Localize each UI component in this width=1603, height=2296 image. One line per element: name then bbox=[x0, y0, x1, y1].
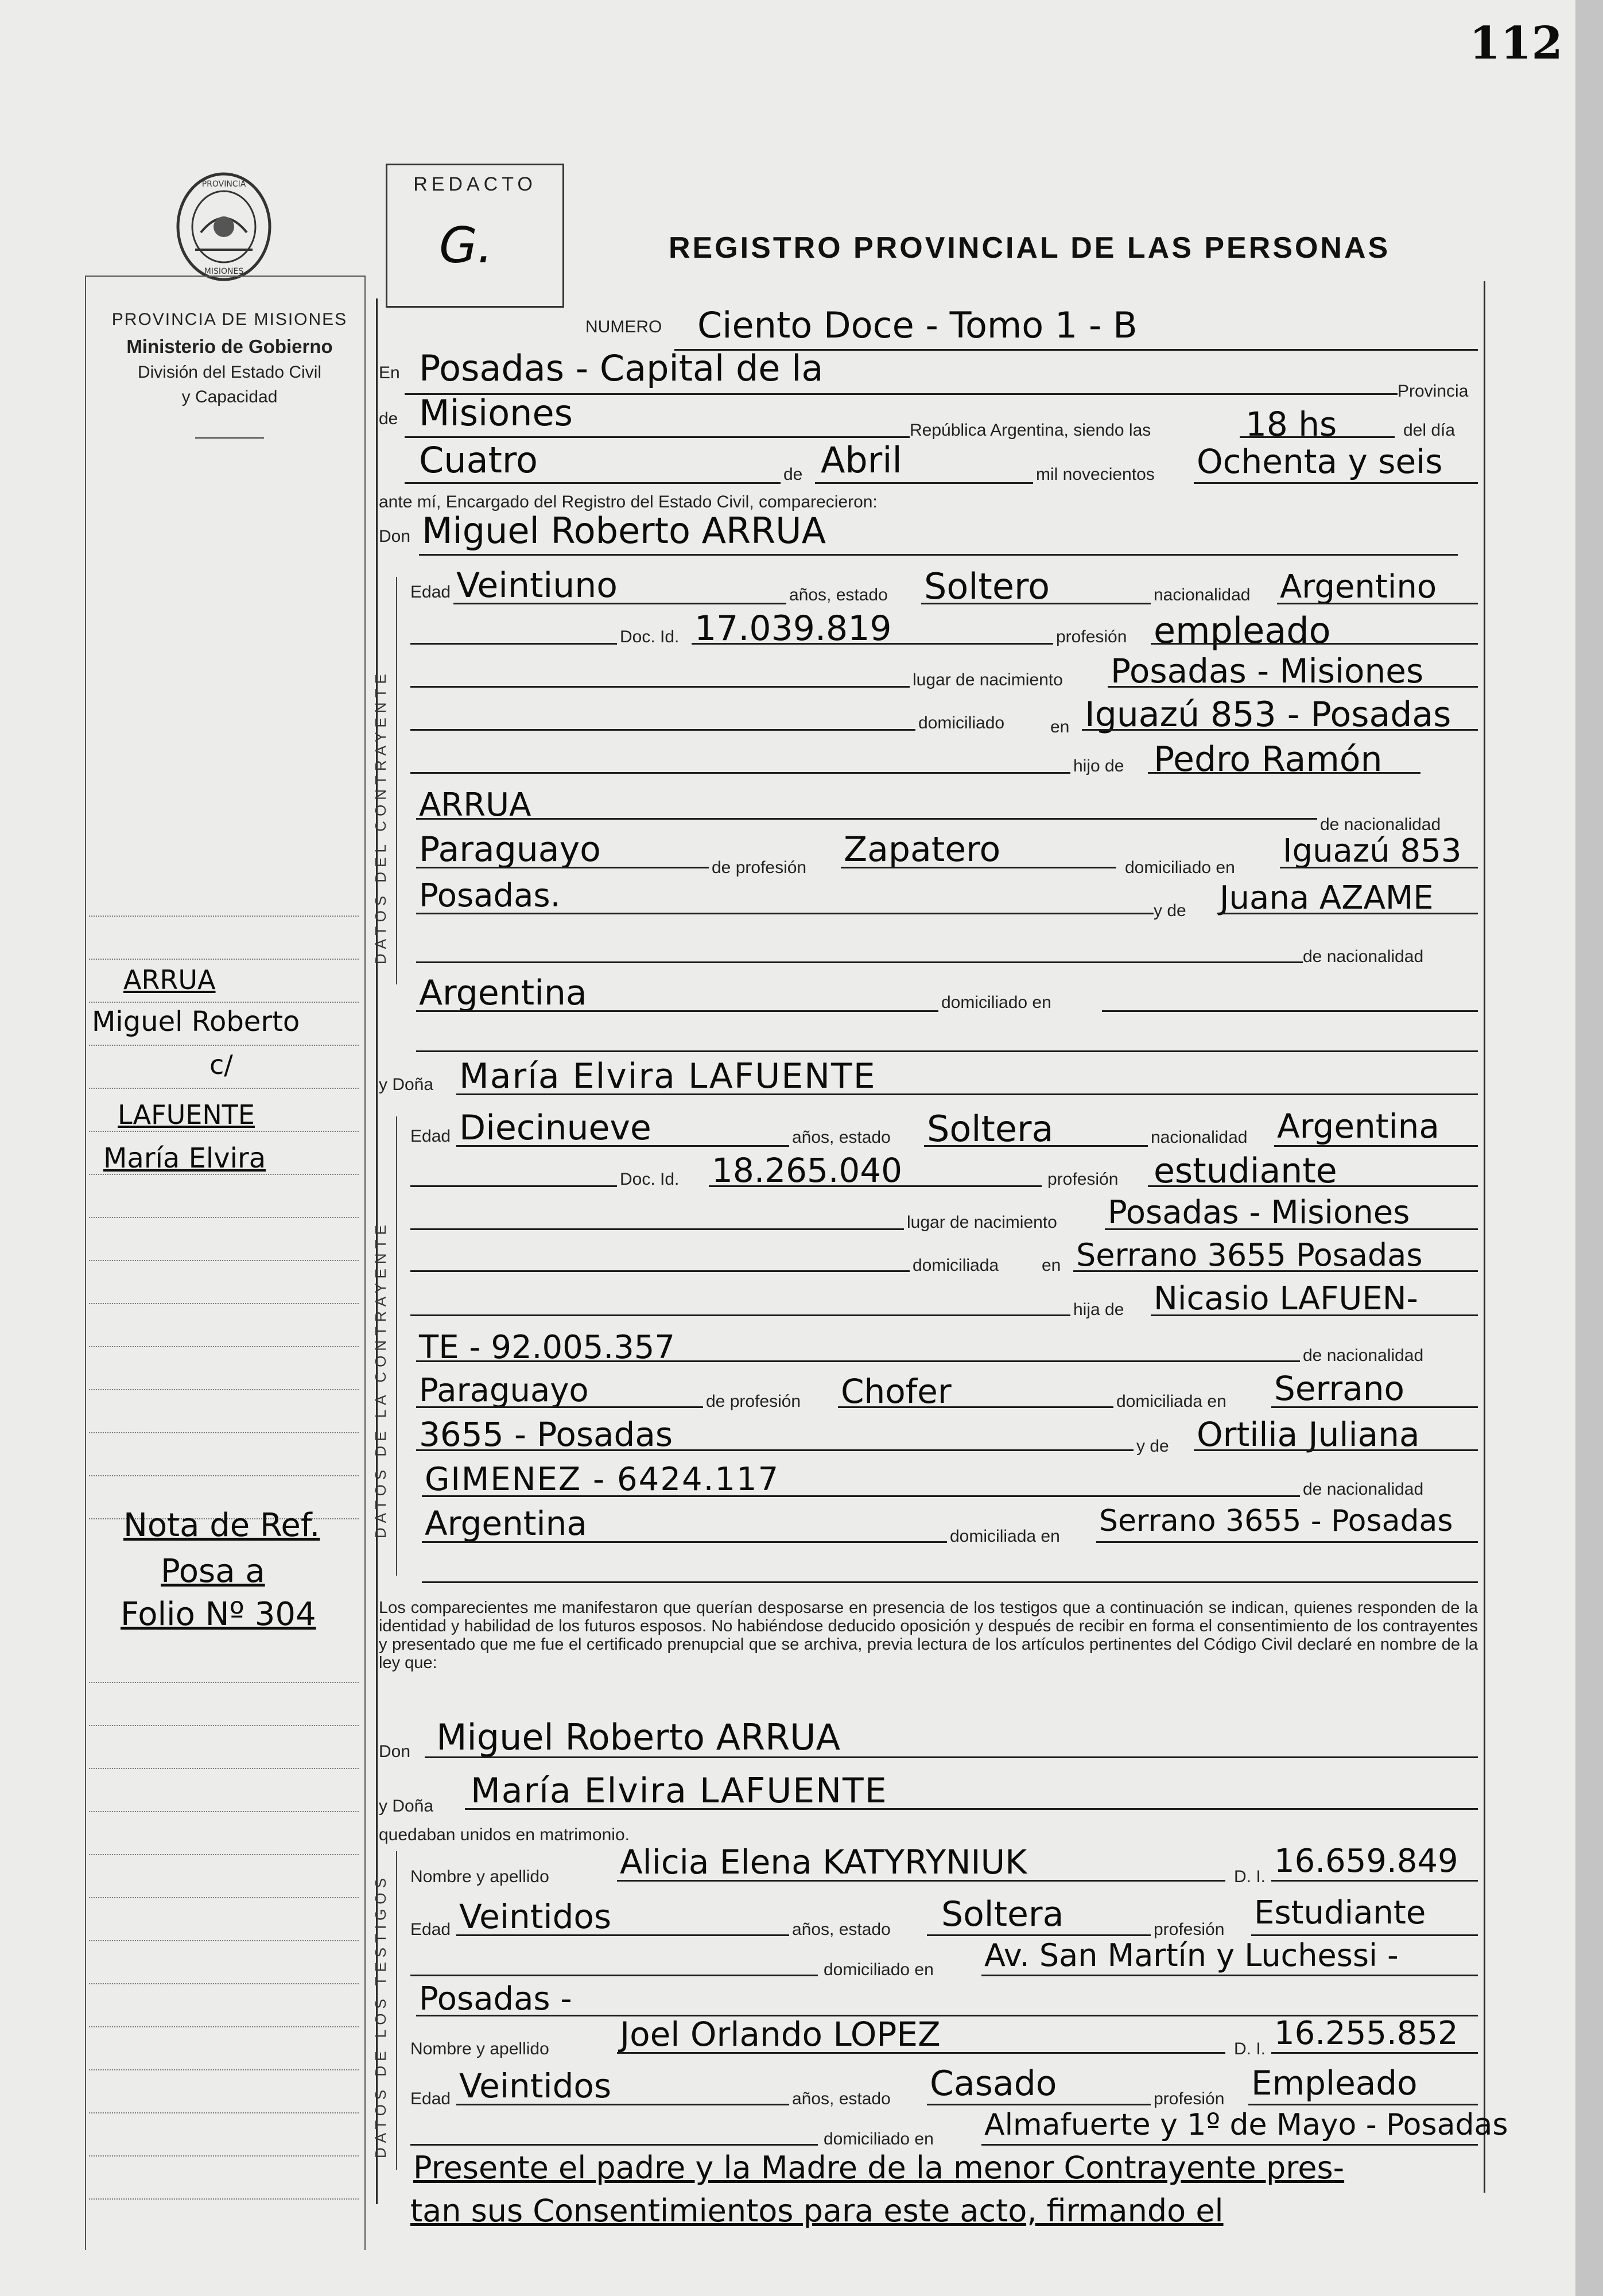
bride-lugar-label: lugar de nacimiento bbox=[907, 1213, 1057, 1232]
w1-domicilio-2: Posadas - bbox=[419, 1980, 572, 2018]
groom-doc-label: Doc. Id. bbox=[620, 627, 680, 646]
decl-bride-name: María Elvira LAFUENTE bbox=[471, 1771, 888, 1811]
bride-estado: Soltera bbox=[927, 1108, 1054, 1150]
groom-lugar-lead-line bbox=[410, 686, 910, 688]
bride-father-nac-line bbox=[416, 1406, 703, 1408]
bride-father-line-2 bbox=[416, 1360, 1300, 1362]
groom-father-dom-2: Posadas. bbox=[419, 877, 561, 914]
groom-father-prof: Zapatero bbox=[844, 829, 1001, 870]
w1-prof-label: profesión bbox=[1154, 1920, 1225, 1939]
margin-bride-surname: LAFUENTE bbox=[118, 1099, 255, 1130]
page-edge bbox=[1575, 0, 1603, 2296]
bride-dona-label: y Doña bbox=[379, 1075, 434, 1094]
w1-anos-label: años, estado bbox=[792, 1920, 891, 1939]
bride-mother-name-1: Ortilia Juliana bbox=[1197, 1415, 1420, 1454]
groom-side-label: DATOS DEL CONTRAYENTE bbox=[372, 669, 389, 964]
groom-name: Miguel Roberto ARRUA bbox=[422, 510, 826, 552]
w2-name: Joel Orlando LOPEZ bbox=[620, 2015, 941, 2054]
groom-dom-lead-line bbox=[410, 729, 915, 731]
declaration-paragraph: Los comparecientes me manifestaron que querían desposarse en presencia de los testigos que a continuación se indican, quienes responden de la identidad y habilidad de los futuros esposos. No habiéndose deducido oposición y después de recibir en forma el consentimiento de los contrayentes y presentado que me fue el certificado prenupcial que se archiva, previa lectura de los artículos pertinentes del Código Civil declaré en nombre de la ley que: bbox=[379, 1599, 1478, 1672]
margin-bride-name: María Elvira bbox=[103, 1142, 266, 1174]
groom-dom-line bbox=[1082, 729, 1478, 731]
groom-hijo-label: hijo de bbox=[1073, 757, 1124, 775]
header-divider bbox=[195, 437, 264, 439]
bride-lugar-lead-line bbox=[410, 1228, 904, 1230]
groom-father-line-2 bbox=[416, 818, 1317, 820]
w2-domicilio-1: Almafuerte y 1º de Mayo - Posadas bbox=[984, 2108, 1508, 2142]
bride-estado-line bbox=[924, 1145, 1148, 1147]
groom-mother-nac-lead bbox=[416, 961, 1303, 963]
w1-nombre-label: Nombre y apellido bbox=[410, 1867, 549, 1886]
bride-mother-nac-line bbox=[422, 1541, 947, 1543]
bride-doc-lead-line bbox=[410, 1185, 617, 1187]
bride-father-prof: Chofer bbox=[841, 1372, 952, 1411]
bride-father-line-1 bbox=[1151, 1314, 1478, 1316]
ministry-name: Ministerio de Gobierno bbox=[126, 336, 333, 357]
witnesses-section-border bbox=[396, 1851, 397, 2170]
bride-mother-dom-line bbox=[1096, 1541, 1478, 1543]
bride-lugar-line bbox=[1105, 1228, 1478, 1230]
day-line bbox=[405, 482, 781, 484]
groom-father-dom-label: domiciliado en bbox=[1125, 858, 1235, 877]
bride-nac-line bbox=[1274, 1145, 1478, 1147]
margin-note-line-2: Posa a bbox=[161, 1553, 265, 1590]
groom-father-nac-line bbox=[416, 867, 709, 868]
redacto-box bbox=[386, 164, 564, 308]
groom-nac-line bbox=[1277, 603, 1478, 604]
groom-mother-label: y de bbox=[1154, 901, 1186, 920]
numero-label: NUMERO bbox=[585, 317, 662, 336]
bride-dom-label: domiciliada bbox=[913, 1256, 999, 1275]
bride-section-border bbox=[396, 1116, 397, 1576]
bride-mother-nac: Argentina bbox=[425, 1504, 587, 1543]
redacto-label: REDACTO bbox=[413, 173, 537, 195]
year-line bbox=[1194, 482, 1478, 484]
bride-edad-label: Edad bbox=[410, 1127, 451, 1146]
w2-di-line bbox=[1271, 2052, 1478, 2054]
w2-edad: Veintidos bbox=[459, 2066, 612, 2105]
bride-edad-line bbox=[456, 1145, 789, 1147]
decl-groom-line bbox=[425, 1756, 1478, 1758]
w1-estado: Soltera bbox=[941, 1894, 1064, 1934]
groom-mother-lead-line bbox=[416, 913, 1154, 914]
decl-closing: quedaban unidos en matrimonio. bbox=[379, 1825, 630, 1844]
bride-nacionalidad: Argentina bbox=[1277, 1107, 1439, 1146]
en-label: En bbox=[379, 363, 400, 382]
w2-dom-line bbox=[981, 2144, 1478, 2146]
form-right-border bbox=[1484, 281, 1485, 2193]
bride-mother-line-2 bbox=[422, 1495, 1300, 1497]
bride-father-dom-2: 3655 - Posadas bbox=[419, 1415, 673, 1454]
groom-father-dom-1: Iguazú 853 bbox=[1283, 832, 1462, 870]
remarks-line-1: Presente el padre y la Madre de la menor Contrayente pres- bbox=[413, 2150, 1345, 2186]
margin-right-border bbox=[364, 276, 366, 2250]
w1-prof-line bbox=[1251, 1934, 1478, 1936]
w2-nombre-label: Nombre y apellido bbox=[410, 2039, 549, 2058]
de-mes-label: de bbox=[783, 465, 803, 484]
division-name: División del Estado Civil bbox=[137, 363, 322, 382]
numero-value: Ciento Doce - Tomo 1 - B bbox=[697, 304, 1138, 346]
decl-don-label: Don bbox=[379, 1742, 411, 1761]
bride-father-dom-1: Serrano bbox=[1274, 1369, 1404, 1408]
mil-label: mil novecientos bbox=[1036, 465, 1155, 484]
groom-mother-nac-label: de nacionalidad bbox=[1303, 947, 1424, 966]
registry-title: REGISTRO PROVINCIAL DE LAS PERSONAS bbox=[669, 231, 1391, 265]
groom-prof-line bbox=[1151, 643, 1478, 645]
w2-dom-label: domiciliado en bbox=[824, 2130, 934, 2148]
margin-groom-name: Miguel Roberto bbox=[92, 1006, 300, 1038]
w2-prof-line bbox=[1248, 2104, 1478, 2105]
hour-value: 18 hs bbox=[1245, 405, 1337, 444]
groom-doc-lead-line bbox=[410, 643, 617, 645]
w1-edad: Veintidos bbox=[459, 1897, 612, 1936]
province-name: PROVINCIA DE MISIONES bbox=[111, 310, 348, 329]
groom-father-name-2: ARRUA bbox=[419, 786, 531, 824]
bride-extra-line bbox=[422, 1581, 1478, 1583]
bride-edad: Diecinueve bbox=[459, 1108, 651, 1148]
groom-section-border bbox=[396, 577, 397, 984]
w2-dom-lead-line bbox=[410, 2144, 818, 2146]
margin-top-border bbox=[85, 276, 364, 277]
groom-mother-dom-label: domiciliado en bbox=[941, 993, 1051, 1012]
bride-doc-line bbox=[709, 1185, 1042, 1187]
bride-side-label: DATOS DE LA CONTRAYENTE bbox=[372, 1220, 389, 1538]
bride-dom-lead-line bbox=[410, 1270, 910, 1272]
groom-estado: Soltero bbox=[924, 565, 1050, 607]
decl-groom-name: Miguel Roberto ARRUA bbox=[436, 1716, 840, 1758]
day-value: Cuatro bbox=[419, 439, 538, 481]
bride-father-dom-label: domiciliada en bbox=[1116, 1392, 1226, 1411]
groom-lugar-label: lugar de nacimiento bbox=[913, 670, 1063, 689]
bride-domicilio: Serrano 3655 Posadas bbox=[1076, 1237, 1423, 1273]
w1-dom-label: domiciliado en bbox=[824, 1960, 934, 1979]
groom-mother-nac-line bbox=[416, 1010, 938, 1012]
margin-conjunction: c/ bbox=[209, 1049, 233, 1080]
bride-father-nac-label: de nacionalidad bbox=[1303, 1346, 1424, 1365]
margin-note-line-3: Folio Nº 304 bbox=[121, 1596, 316, 1633]
en-value: Posadas - Capital de la bbox=[419, 347, 824, 389]
margin-left-border bbox=[85, 276, 86, 2250]
bride-father-dom-line bbox=[1271, 1406, 1478, 1408]
de-value: Misiones bbox=[419, 392, 573, 434]
groom-edad-line bbox=[453, 603, 786, 604]
seal-text-top: PROVINCIA bbox=[201, 180, 246, 189]
groom-father-line-1 bbox=[1148, 772, 1420, 774]
bride-prof-label: profesión bbox=[1047, 1170, 1119, 1189]
groom-mother-line bbox=[1217, 913, 1478, 914]
w1-di-label: D. I. bbox=[1234, 1867, 1266, 1886]
decl-dona-label: y Doña bbox=[379, 1797, 434, 1816]
w1-dom-line bbox=[981, 1975, 1478, 1976]
decl-bride-line bbox=[465, 1808, 1478, 1810]
w1-estado-line bbox=[927, 1934, 1151, 1936]
bride-mother-name-2: GIMENEZ - 6424.117 bbox=[425, 1461, 780, 1498]
groom-lugar-line bbox=[1108, 686, 1478, 688]
groom-mother-name: Juana AZAME bbox=[1220, 879, 1434, 917]
de-line bbox=[405, 436, 910, 438]
w1-edad-label: Edad bbox=[410, 1920, 451, 1939]
w1-name-line bbox=[617, 1880, 1225, 1882]
groom-mother-dom-line bbox=[1102, 1010, 1478, 1012]
w2-di: 16.255.852 bbox=[1274, 2015, 1458, 2052]
seal-text-bottom: MISIONES bbox=[204, 267, 244, 276]
remarks-line-2: tan sus Consentimientos para este acto, firmando el bbox=[410, 2193, 1224, 2229]
margin-note-line-1: Nota de Ref. bbox=[123, 1507, 320, 1544]
groom-father-nac-label: de nacionalidad bbox=[1320, 815, 1441, 834]
bride-hija-label: hija de bbox=[1073, 1300, 1124, 1319]
bride-name-line bbox=[456, 1093, 1478, 1095]
ante-mi-text: ante mí, Encargado del Registro del Estado Civil, comparecieron: bbox=[379, 492, 878, 511]
w2-estado-line bbox=[927, 2104, 1151, 2105]
margin-groom-surname: ARRUA bbox=[123, 964, 216, 995]
groom-father-name-1: Pedro Ramón bbox=[1154, 739, 1383, 779]
bride-father-name-1: Nicasio LAFUEN- bbox=[1154, 1280, 1418, 1317]
bride-doc: 18.265.040 bbox=[712, 1151, 903, 1190]
groom-dom-en: en bbox=[1050, 718, 1070, 736]
groom-lugar: Posadas - Misiones bbox=[1111, 651, 1424, 691]
bride-father-prof-line bbox=[838, 1406, 1113, 1408]
bride-dom-en: en bbox=[1042, 1256, 1061, 1275]
bride-anos-label: años, estado bbox=[792, 1128, 891, 1147]
bride-mother-lead-line bbox=[416, 1449, 1134, 1451]
w1-profesion: Estudiante bbox=[1254, 1894, 1426, 1932]
de-label: de bbox=[379, 409, 398, 428]
bride-lugar: Posadas - Misiones bbox=[1108, 1194, 1410, 1231]
w2-anos-label: años, estado bbox=[792, 2089, 891, 2108]
groom-profesion: empleado bbox=[1154, 610, 1331, 651]
bride-father-prof-label: de profesión bbox=[706, 1392, 801, 1411]
groom-extra-line bbox=[416, 1050, 1478, 1052]
w2-di-label: D. I. bbox=[1234, 2039, 1266, 2058]
redacto-initials: G. bbox=[439, 217, 493, 274]
groom-nacionalidad: Argentino bbox=[1280, 568, 1437, 606]
capacity-name: y Capacidad bbox=[181, 387, 278, 406]
groom-father-prof-line bbox=[841, 867, 1116, 868]
groom-dom-label: domiciliado bbox=[918, 713, 1005, 732]
w2-edad-line bbox=[456, 2104, 789, 2105]
bride-name: María Elvira LAFUENTE bbox=[459, 1056, 876, 1096]
groom-name-line bbox=[419, 554, 1458, 556]
bride-dom-line bbox=[1073, 1270, 1478, 1272]
bride-mother-line-1 bbox=[1194, 1449, 1478, 1451]
provincia-label: Provincia bbox=[1398, 382, 1469, 401]
groom-estado-line bbox=[921, 603, 1151, 604]
groom-anos-label: años, estado bbox=[789, 585, 888, 604]
bride-nac-label: nacionalidad bbox=[1151, 1128, 1248, 1147]
w2-prof-label: profesión bbox=[1154, 2089, 1225, 2108]
year-value: Ochenta y seis bbox=[1197, 442, 1443, 481]
groom-prof-label: profesión bbox=[1056, 627, 1127, 646]
groom-hijo-lead-line bbox=[410, 772, 1070, 774]
w1-domicilio-1: Av. San Martín y Luchessi - bbox=[984, 1937, 1399, 1973]
hour-line bbox=[1240, 436, 1395, 438]
w1-name: Alicia Elena KATYRYNIUK bbox=[620, 1843, 1027, 1882]
bride-father-name-2: TE - 92.005.357 bbox=[419, 1329, 676, 1366]
groom-don-label: Don bbox=[379, 527, 411, 546]
groom-father-nac: Paraguayo bbox=[419, 829, 601, 870]
page-number: 112 bbox=[1469, 17, 1563, 69]
bride-profesion: estudiante bbox=[1154, 1151, 1337, 1191]
w1-dom-lead-line bbox=[410, 1975, 818, 1976]
del-dia-label: del día bbox=[1403, 421, 1455, 440]
groom-mother-nac: Argentina bbox=[419, 973, 587, 1013]
groom-doc: 17.039.819 bbox=[694, 608, 892, 649]
bride-mother-dom-label: domiciliada en bbox=[950, 1527, 1060, 1546]
groom-domicilio: Iguazú 853 - Posadas bbox=[1085, 695, 1451, 735]
bride-mother-dom: Serrano 3655 - Posadas bbox=[1099, 1504, 1453, 1538]
groom-edad: Veintiuno bbox=[456, 565, 618, 606]
month-value: Abril bbox=[821, 439, 902, 481]
groom-doc-line bbox=[692, 643, 1053, 645]
groom-father-prof-label: de profesión bbox=[712, 858, 807, 877]
bride-mother-nac-label: de nacionalidad bbox=[1303, 1480, 1424, 1499]
province-seal-icon bbox=[172, 169, 275, 284]
w2-name-line bbox=[617, 2052, 1225, 2054]
bride-father-nac: Paraguayo bbox=[419, 1372, 589, 1409]
groom-nac-label: nacionalidad bbox=[1154, 585, 1251, 604]
w1-edad-line bbox=[456, 1934, 789, 1936]
republica-label: República Argentina, siendo las bbox=[910, 421, 1151, 440]
bride-doc-label: Doc. Id. bbox=[620, 1170, 680, 1189]
month-line bbox=[815, 482, 1033, 484]
groom-edad-label: Edad bbox=[410, 583, 451, 602]
bride-mother-label: y de bbox=[1136, 1437, 1169, 1456]
w2-profesion: Empleado bbox=[1251, 2064, 1418, 2103]
groom-father-dom-line bbox=[1280, 867, 1478, 868]
w1-di-line bbox=[1271, 1880, 1478, 1882]
w1-di: 16.659.849 bbox=[1274, 1843, 1458, 1880]
bride-prof-line bbox=[1148, 1185, 1478, 1187]
bride-hija-lead-line bbox=[410, 1314, 1070, 1316]
witnesses-side-label: DATOS DE LOS TESTIGOS bbox=[372, 1874, 389, 2158]
w2-edad-label: Edad bbox=[410, 2089, 451, 2108]
w2-estado: Casado bbox=[930, 2064, 1057, 2104]
